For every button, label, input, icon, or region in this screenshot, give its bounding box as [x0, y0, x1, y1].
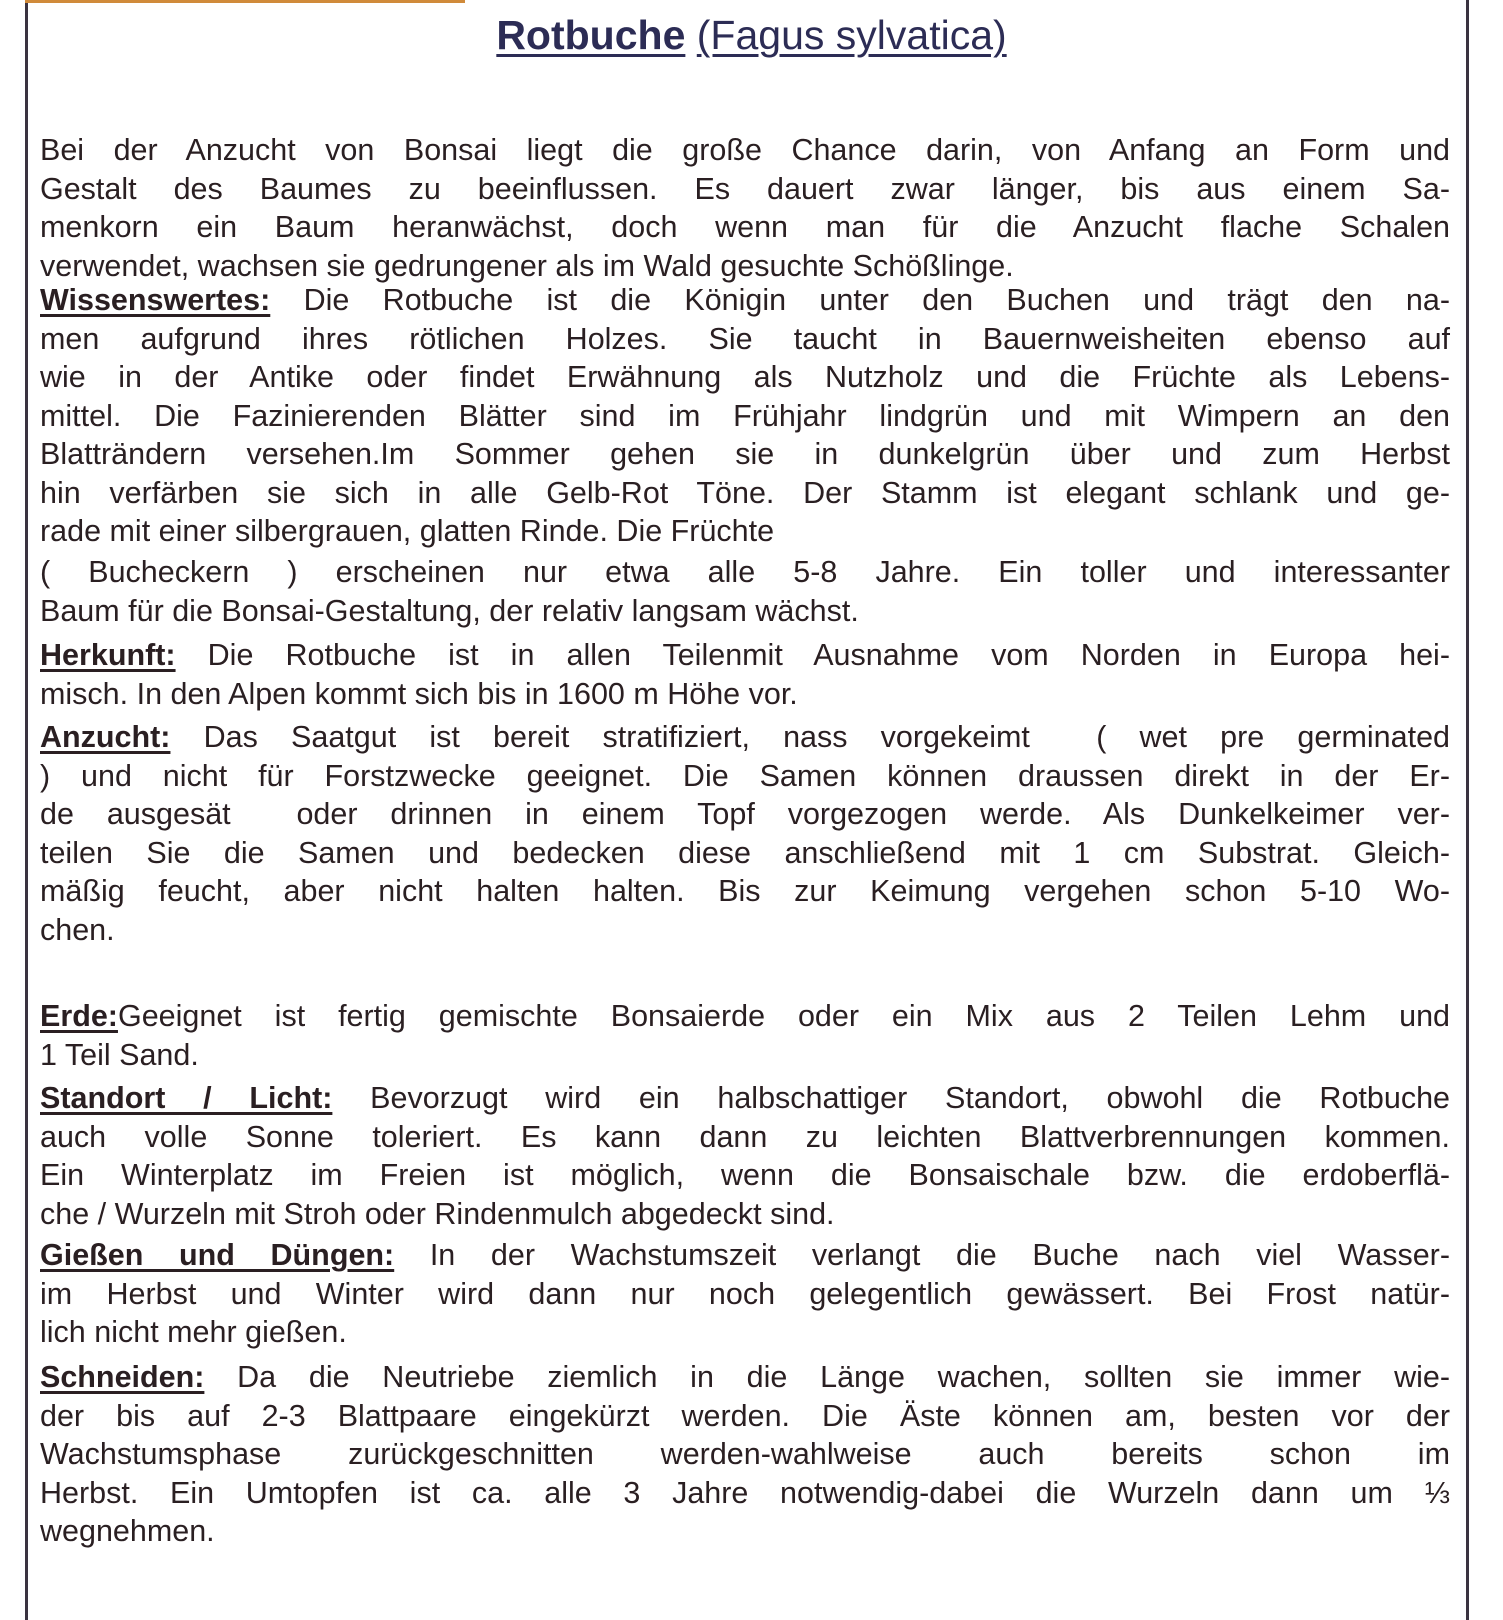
text-line: [40, 757, 1450, 796]
text-line: [40, 718, 1450, 757]
text-line: [40, 592, 1450, 631]
text-line: [40, 1275, 1450, 1314]
text-line: [40, 997, 1450, 1036]
text-line: [40, 208, 1450, 247]
line-text: wie in der Antike oder findet Erwähnung als Nutzholz und die Früchte als Lebens-: [40, 360, 1450, 394]
text-line: [40, 281, 1450, 320]
text-line: [40, 1435, 1450, 1474]
line-text: auch volle Sonne toleriert. Es kann dann zu leichten Blattverbrennungen kommen.: [40, 1119, 1450, 1154]
line-text: Ein Winterplatz im Freien ist möglich, wenn die Bonsaischale bzw. die erdoberflä-: [40, 1158, 1450, 1192]
section-standort-licht: [40, 1079, 1450, 1233]
line-text: teilen Sie die Samen und bedecken diese anschließend mit 1 cm Substrat. Gleich-: [40, 835, 1450, 870]
text-line: [40, 872, 1450, 911]
section-heading: Standort / Licht:: [40, 1081, 333, 1115]
line-text: Gestalt des Baumes zu beeinflussen. Es dauert zwar länger, bis aus einem Sa-: [40, 171, 1450, 206]
text-line: [40, 1313, 1450, 1352]
line-text: Blatträndern versehen.Im Sommer gehen sie in dunkelgrün über und zum Herbst: [40, 437, 1450, 471]
text-line: [40, 795, 1450, 834]
section-schneiden: [40, 1358, 1450, 1551]
text-line: [40, 911, 1450, 950]
section-heading: Wissenswertes:: [40, 283, 271, 317]
line-text: hin verfärben sie sich in alle Gelb-Rot Töne. Der Stamm ist elegant schlank und ge-: [40, 475, 1450, 510]
line-text: verwendet, wachsen sie gedrungener als im Wald gesuchte Schößlinge.: [40, 248, 1014, 283]
text-line: [40, 675, 1450, 714]
section-erde: [40, 997, 1450, 1074]
text-line: [40, 397, 1450, 436]
section-anzucht: [40, 718, 1450, 949]
line-text: Das Saatgut ist bereit stratifiziert, nass vorgekeimt ( wet pre germinated: [170, 720, 1450, 754]
line-text: lich nicht mehr gießen.: [40, 1315, 347, 1349]
line-text: Baum für die Bonsai-Gestaltung, der relativ langsam wächst.: [40, 593, 859, 628]
text-line: [40, 1512, 1450, 1551]
line-text: im Herbst und Winter wird dann nur noch gelegentlich gewässert. Bei Frost natür-: [40, 1276, 1450, 1311]
line-text: In der Wachstumszeit verlangt die Buche nach viel Wasser-: [394, 1238, 1450, 1272]
line-text: men aufgrund ihres rötlichen Holzes. Sie taucht in Bauernweisheiten ebenso auf: [40, 321, 1450, 356]
text-line: [40, 474, 1450, 513]
section-heading: Erde:: [40, 999, 118, 1033]
line-text: mittel. Die Fazinierenden Blätter sind im Frühjahr lindgrün und mit Wimpern an den: [40, 398, 1450, 433]
line-text: wegnehmen.: [40, 1514, 215, 1548]
section-heading: Herkunft:: [40, 638, 176, 672]
line-text: 1 Teil Sand.: [40, 1037, 199, 1072]
text-line: [40, 1079, 1450, 1118]
section-heading: Schneiden:: [40, 1360, 205, 1394]
section-heading: Gießen und Düngen:: [40, 1238, 395, 1272]
line-text: ) und nicht für Forstzwecke geeignet. Die Samen können draussen direkt in der Er-: [40, 758, 1450, 793]
text-line: [40, 247, 1450, 286]
text-line: [40, 435, 1450, 474]
text-line: [40, 1156, 1450, 1195]
line-text: chen.: [40, 912, 115, 947]
text-line: [40, 834, 1450, 873]
line-text: rade mit einer silbergrauen, glatten Rinde. Die Früchte: [40, 514, 775, 548]
section-heading: Anzucht:: [40, 720, 171, 754]
line-text: de ausgesät oder drinnen in einem Topf vorgezogen werde. Als Dunkelkeimer ver-: [40, 797, 1450, 831]
line-text: Die Rotbuche ist in allen Teilenmit Ausnahme vom Norden in Europa hei-: [175, 638, 1450, 672]
line-text: der bis auf 2-3 Blattpaare eingekürzt werden. Die Äste können am, besten vor der: [40, 1398, 1450, 1433]
text-line: [40, 358, 1450, 397]
line-text: Da die Neutriebe ziemlich in die Länge wachen, sollten sie immer wie-: [204, 1360, 1450, 1394]
text-line: [40, 1118, 1450, 1157]
text-line: [40, 320, 1450, 359]
line-text: misch. In den Alpen kommt sich bis in 1600 m Höhe vor.: [40, 676, 798, 711]
section-paragraph: [40, 553, 1450, 630]
title-main: Rotbuche: [496, 12, 686, 58]
line-text: Bei der Anzucht von Bonsai liegt die große Chance darin, von Anfang an Form und: [40, 133, 1450, 167]
line-text: mäßig feucht, aber nicht halten halten. Bis zur Keimung vergehen schon 5-10 Wo-: [40, 874, 1450, 908]
text-line: [40, 170, 1450, 209]
text-line: [40, 553, 1450, 592]
line-text: che / Wurzeln mit Stroh oder Rindenmulch abgedeckt sind.: [40, 1196, 835, 1231]
line-text: Wachstumsphase zurückgeschnitten werden-wahlweise auch bereits schon im: [40, 1437, 1450, 1471]
top-rule: [25, 0, 465, 3]
line-text: Geeignet ist fertig gemischte Bonsaierde oder ein Mix aus 2 Teilen Lehm und: [117, 999, 1450, 1033]
line-text: Herbst. Ein Umtopfen ist ca. alle 3 Jahre notwendig-dabei die Wurzeln dann um ⅓: [40, 1475, 1450, 1510]
title-latin: (Fagus sylvatica): [696, 12, 1007, 58]
section-wissenswertes: [40, 281, 1450, 551]
line-text: menkorn ein Baum heranwächst, doch wenn man für die Anzucht flache Schalen: [40, 210, 1450, 244]
page-title: [0, 10, 1503, 60]
line-text: ( Bucheckern ) erscheinen nur etwa alle 5-8 Jahre. Ein toller und interessanter: [40, 555, 1450, 589]
text-line: [40, 1236, 1450, 1275]
section-paragraph: [40, 131, 1450, 285]
text-line: [40, 512, 1450, 551]
text-line: [40, 131, 1450, 170]
text-line: [40, 1358, 1450, 1397]
text-line: [40, 1474, 1450, 1513]
section-gießen-und-düngen: [40, 1236, 1450, 1352]
line-text: Bevorzugt wird ein halbschattiger Standort, obwohl die Rotbuche: [332, 1081, 1450, 1115]
line-text: Die Rotbuche ist die Königin unter den Buchen und trägt den na-: [270, 283, 1450, 317]
text-line: [40, 1195, 1450, 1234]
text-line: [40, 636, 1450, 675]
text-line: [40, 1036, 1450, 1075]
text-line: [40, 1397, 1450, 1436]
section-herkunft: [40, 636, 1450, 713]
